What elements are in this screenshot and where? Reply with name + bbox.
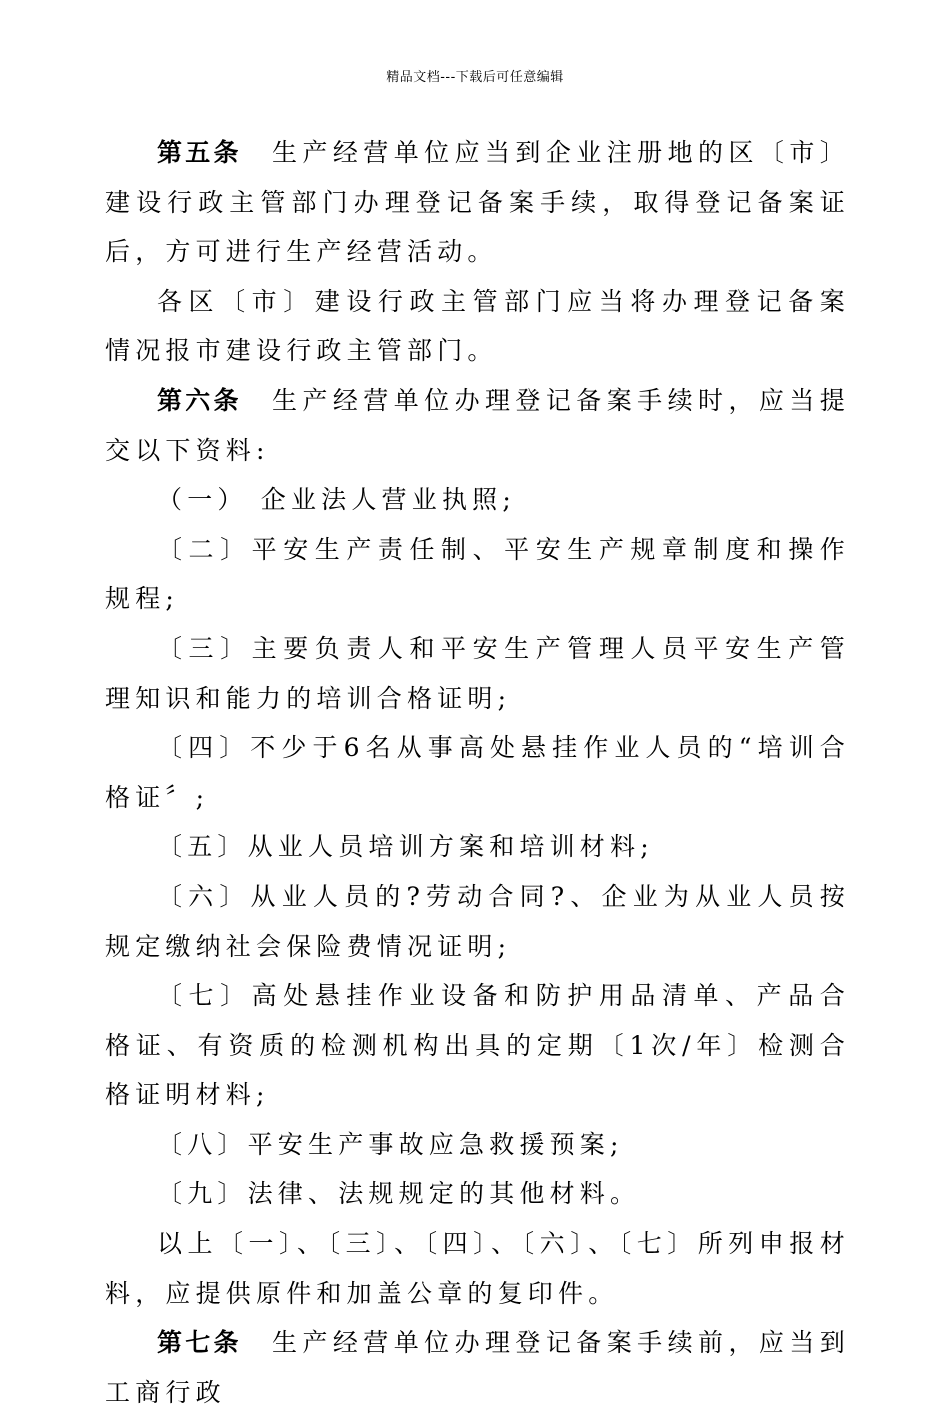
- list-item: [105, 624, 850, 723]
- article-5-paragraph: [105, 128, 850, 277]
- paragraph-text: 各区〔市〕建设行政主管部门应当将办理登记备案情况报市建设行政主管部门。: [105, 286, 850, 366]
- article-6-paragraph: [105, 376, 850, 475]
- list-item-text: 〔六〕从业人员的?劳动合同?、企业为从业人员按规定缴纳社会保险费情况证明;: [105, 881, 850, 961]
- paragraph-text: 以上〔一〕、〔三〕、〔四〕、〔六〕、〔七〕所列申报材料，应提供原件和加盖公章的复印件。: [105, 1229, 850, 1308]
- list-item: [105, 525, 850, 624]
- article-5-title: 第五条: [157, 138, 242, 167]
- article-7-text: 生产经营单位办理登记备案手续前，应当到工商行政: [105, 1328, 850, 1407]
- list-item-text: 〔九〕法律、法规规定的其他材料。: [157, 1179, 641, 1209]
- list-item: [105, 1120, 850, 1170]
- page-header: 精品文档---下载后可任意编辑: [386, 70, 564, 85]
- list-item: [105, 822, 850, 872]
- article-7-title: 第七条: [157, 1328, 242, 1358]
- article-6-text: 生产经营单位办理登记备案手续时，应当提交以下资料:: [105, 385, 850, 465]
- list-item-text: 〔二〕平安生产责任制、平安生产规章制度和操作规程;: [105, 534, 850, 614]
- list-item: [105, 723, 850, 822]
- list-item-text: （一） 企业法人营业执照;: [157, 485, 516, 515]
- article-7-paragraph: [105, 1318, 850, 1417]
- list-item-text: 〔五〕从业人员培训方案和培训材料;: [157, 832, 654, 862]
- article-5-text: 生产经营单位应当到企业注册地的区〔市〕建设行政主管部门办理登记备案手续，取得登记备案证后，方可进行生产经营活动。: [105, 138, 850, 267]
- list-item: [105, 1169, 850, 1219]
- list-item-text: 〔八〕平安生产事故应急救援预案;: [157, 1129, 624, 1159]
- list-item: [105, 872, 850, 971]
- list-item: [105, 475, 850, 525]
- document-body: [105, 128, 850, 1417]
- article-6-title: 第六条: [157, 385, 242, 415]
- paragraph: [105, 277, 850, 376]
- list-item-text: 〔三〕主要负责人和平安生产管理人员平安生产管理知识和能力的培训合格证明;: [105, 633, 850, 713]
- paragraph: [105, 1219, 850, 1318]
- list-item-text: 〔七〕高处悬挂作业设备和防护用品清单、产品合格证、有资质的检测机构出具的定期〔1次/年〕检测合格证明材料;: [105, 981, 850, 1110]
- list-item-text: 〔四〕不少于6名从事高处悬挂作业人员的“培训合格证〞;: [105, 733, 850, 812]
- list-item: [105, 971, 850, 1120]
